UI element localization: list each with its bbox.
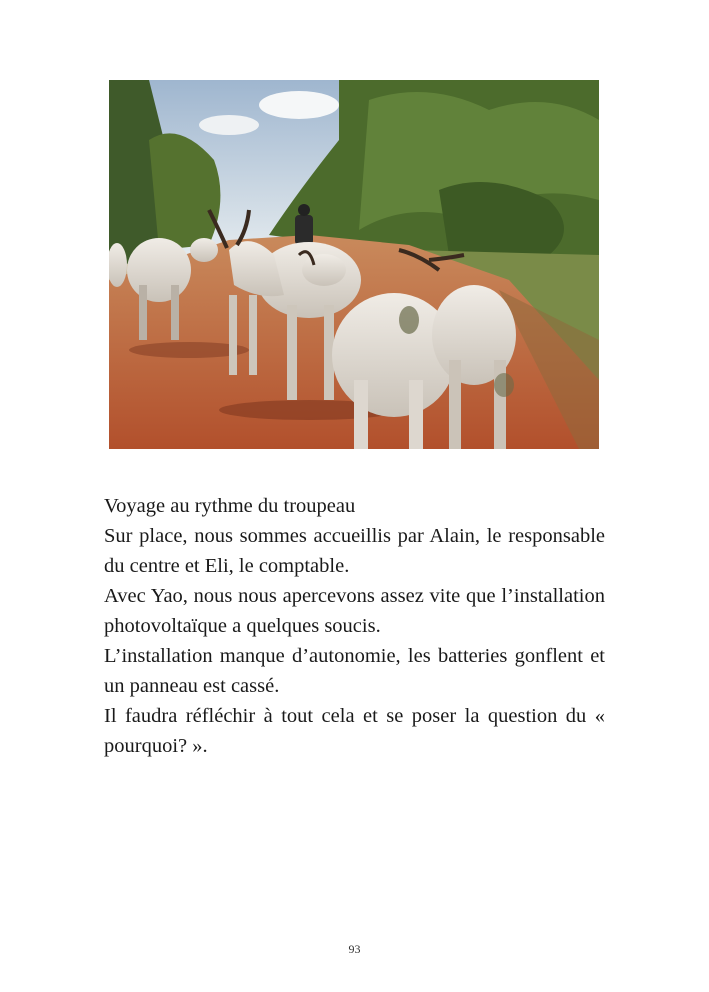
page-number: 93 xyxy=(348,942,361,956)
cattle-photo xyxy=(109,80,599,449)
paragraph: Sur place, nous sommes accueillis par Alain, le responsable du centre et Eli, le comptable. xyxy=(104,525,605,577)
body-text xyxy=(104,491,605,761)
paragraph: Avec Yao, nous nous apercevons assez vite que l’installation photovoltaïque a quelques soucis. xyxy=(104,585,605,637)
section-heading: Voyage au rythme du troupeau xyxy=(104,495,356,517)
paragraph: L’installation manque d’autonomie, les batteries gonflent et un panneau est cassé. xyxy=(104,645,605,697)
paragraph: Il faudra réfléchir à tout cela et se poser la question du « pourquoi? ». xyxy=(104,705,605,757)
cattle-photo-drawing xyxy=(109,80,599,449)
